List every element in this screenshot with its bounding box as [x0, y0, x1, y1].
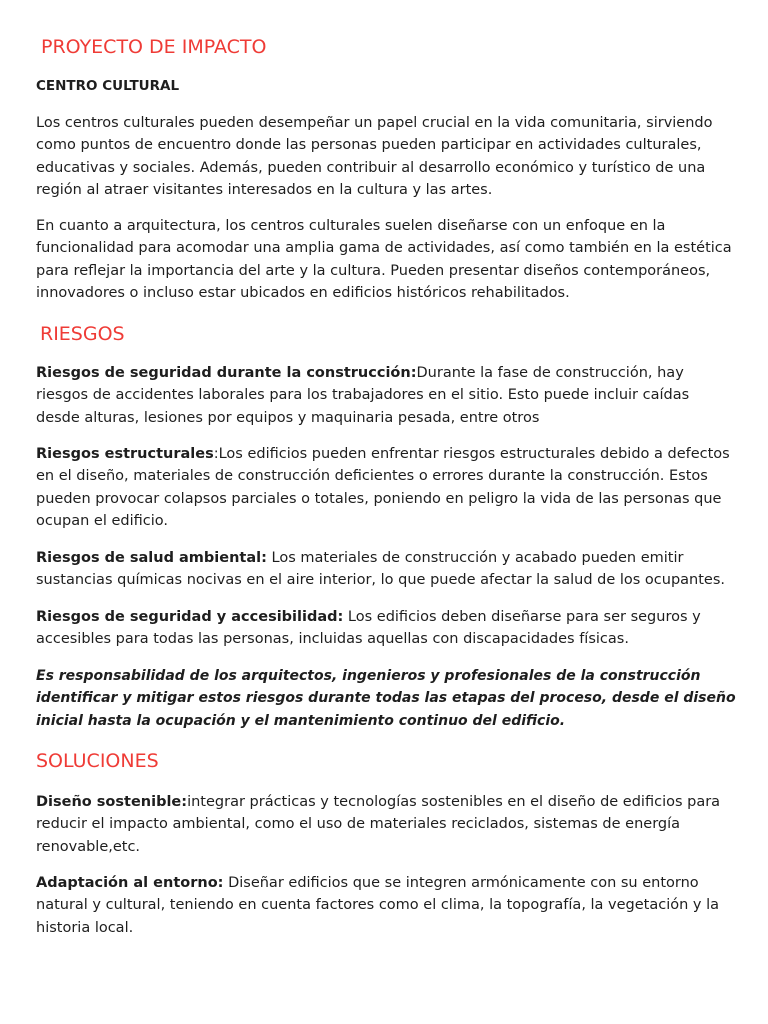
responsibility-note: Es responsabilidad de los arquitectos, ingenieros y profesionales de la construcción identificar y mitigar estos riesgos durante todas las etapas del proceso, desde el diseño inicial hasta la ocupación y el mantenimiento continuo del edificio.	[36, 668, 736, 729]
solution-item	[36, 872, 736, 939]
risk-item-label: Riesgos de seguridad y accesibilidad:	[36, 609, 344, 625]
solution-item-text: Diseñar edificios que se integren armónicamente con su entorno natural y cultural, teniendo en cuenta factores como el clima, la topografía, la vegetación y la historia local.	[36, 875, 720, 936]
risk-item	[36, 362, 736, 429]
risk-item	[36, 443, 736, 532]
risk-item-label: Riesgos de salud ambiental:	[36, 550, 267, 566]
risk-item	[36, 606, 736, 651]
risk-item	[36, 547, 736, 592]
solution-item-label: Adaptación al entorno:	[36, 875, 224, 891]
risk-item-text: Los materiales de construcción y acabado pueden emitir sustancias químicas nocivas en el aire interior, lo que puede afectar la salud de los ocupantes.	[36, 550, 726, 589]
risk-item-text: :Los edificios pueden enfrentar riesgos estructurales debido a defectos en el diseño, materiales de construcción deficientes o errores durante la construcción. Estos pueden provocar colapsos parciales o totales, poniendo en peligro la vida de las personas que ocupan el edificio.	[36, 446, 730, 529]
solution-item	[36, 791, 736, 858]
risk-item-text: Durante la fase de construcción, hay riesgos de accidentes laborales para los trabajadores en el sitio. Esto puede incluir caídas desde alturas, lesiones por equipos y maquinaria pesada, entre otros	[36, 365, 690, 426]
section-subtitle: CENTRO CULTURAL	[36, 78, 180, 94]
solution-item-label: Diseño sostenible:	[36, 794, 188, 810]
risk-item-text: Los edificios deben diseñarse para ser seguros y accesibles para todas las personas, incluidas aquellas con discapacidades físicas.	[36, 609, 701, 648]
page-title: PROYECTO DE IMPACTO	[41, 36, 267, 58]
intro-paragraph-1: Los centros culturales pueden desempeñar un papel crucial en la vida comunitaria, sirviendo como puntos de encuentro donde las personas pueden participar en actividades culturales, educativas y sociales. Además, pueden contribuir al desarrollo económico y turístico de una región al atraer visitantes interesados en la cultura y las artes.	[36, 115, 713, 198]
risk-item-label: Riesgos estructurales	[36, 446, 214, 462]
soluciones-heading: SOLUCIONES	[36, 750, 159, 772]
intro-paragraph-2: En cuanto a arquitectura, los centros culturales suelen diseñarse con un enfoque en la funcionalidad para acomodar una amplia gama de actividades, así como también en la estética para reflejar la importancia del arte y la cultura. Pueden presentar diseños contemporáneos, innovadores o incluso estar ubicados en edificios históricos rehabilitados.	[36, 218, 732, 301]
risk-item-label: Riesgos de seguridad durante la construcción:	[36, 365, 417, 381]
solution-item-text: integrar prácticas y tecnologías sostenibles en el diseño de edificios para reducir el impacto ambiental, como el uso de materiales reciclados, sistemas de energía renovable,etc.	[36, 794, 721, 855]
riesgos-heading: RIESGOS	[40, 323, 125, 345]
